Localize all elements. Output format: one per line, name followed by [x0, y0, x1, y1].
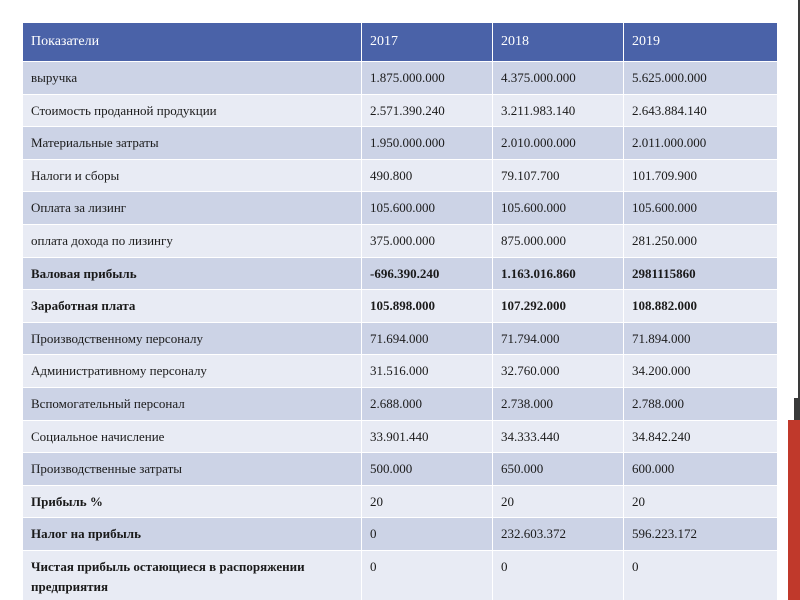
cell-2019: 2.643.884.140	[624, 94, 778, 127]
cell-2017: -696.390.240	[362, 257, 493, 290]
row-label: Заработная плата	[23, 290, 362, 323]
table-row	[23, 420, 778, 453]
cell-2018: 20	[493, 485, 624, 518]
row-label: Производственному персоналу	[23, 322, 362, 355]
row-label: Материальные затраты	[23, 127, 362, 160]
cell-2018: 71.794.000	[493, 322, 624, 355]
cell-2018: 0	[493, 550, 624, 600]
table-row	[23, 453, 778, 486]
cell-2018: 4.375.000.000	[493, 62, 624, 95]
table-row	[23, 94, 778, 127]
cell-2017: 33.901.440	[362, 420, 493, 453]
row-label: Прибыль %	[23, 485, 362, 518]
table-row	[23, 257, 778, 290]
cell-2018: 105.600.000	[493, 192, 624, 225]
header-2018: 2018	[493, 23, 624, 62]
cell-2018: 3.211.983.140	[493, 94, 624, 127]
cell-2018: 2.010.000.000	[493, 127, 624, 160]
financial-table	[22, 22, 778, 600]
header-indicators: Показатели	[23, 23, 362, 62]
side-bar-red-block	[788, 420, 800, 600]
cell-2019: 108.882.000	[624, 290, 778, 323]
cell-2019: 600.000	[624, 453, 778, 486]
cell-2017: 20	[362, 485, 493, 518]
cell-2019: 101.709.900	[624, 159, 778, 192]
cell-2017: 0	[362, 518, 493, 551]
cell-2018: 232.603.372	[493, 518, 624, 551]
table-row	[23, 485, 778, 518]
row-label: Производственные затраты	[23, 453, 362, 486]
cell-2018: 107.292.000	[493, 290, 624, 323]
cell-2019: 34.200.000	[624, 355, 778, 388]
row-label: Административному персоналу	[23, 355, 362, 388]
cell-2018: 34.333.440	[493, 420, 624, 453]
cell-2018: 2.738.000	[493, 387, 624, 420]
cell-2017: 105.600.000	[362, 192, 493, 225]
cell-2018: 1.163.016.860	[493, 257, 624, 290]
cell-2019: 71.894.000	[624, 322, 778, 355]
cell-2019: 5.625.000.000	[624, 62, 778, 95]
table-row	[23, 322, 778, 355]
table-row	[23, 224, 778, 257]
table-row	[23, 159, 778, 192]
table-row	[23, 62, 778, 95]
cell-2019: 34.842.240	[624, 420, 778, 453]
cell-2019: 0	[624, 550, 778, 600]
cell-2018: 32.760.000	[493, 355, 624, 388]
cell-2019: 105.600.000	[624, 192, 778, 225]
cell-2018: 875.000.000	[493, 224, 624, 257]
row-label: Валовая прибыль	[23, 257, 362, 290]
row-label: выручка	[23, 62, 362, 95]
cell-2019: 2981115860	[624, 257, 778, 290]
cell-2017: 2.571.390.240	[362, 94, 493, 127]
cell-2019: 281.250.000	[624, 224, 778, 257]
row-label: Налоги и сборы	[23, 159, 362, 192]
cell-2017: 71.694.000	[362, 322, 493, 355]
cell-2017: 1.875.000.000	[362, 62, 493, 95]
cell-2017: 31.516.000	[362, 355, 493, 388]
cell-2017: 0	[362, 550, 493, 600]
cell-2019: 596.223.172	[624, 518, 778, 551]
cell-2019: 2.011.000.000	[624, 127, 778, 160]
table-row	[23, 387, 778, 420]
cell-2018: 650.000	[493, 453, 624, 486]
table-body	[23, 62, 778, 600]
header-2019: 2019	[624, 23, 778, 62]
decorative-side-bar	[788, 0, 800, 600]
row-label: Социальное начисление	[23, 420, 362, 453]
cell-2019: 20	[624, 485, 778, 518]
row-label: Вспомогательный персонал	[23, 387, 362, 420]
cell-2017: 500.000	[362, 453, 493, 486]
table-row	[23, 550, 778, 600]
cell-2017: 2.688.000	[362, 387, 493, 420]
header-2017: 2017	[362, 23, 493, 62]
row-label: Чистая прибыль остающиеся в распоряжении предприятия	[23, 550, 362, 600]
cell-2018: 79.107.700	[493, 159, 624, 192]
table-row	[23, 127, 778, 160]
cell-2017: 490.800	[362, 159, 493, 192]
row-label: Налог на прибыль	[23, 518, 362, 551]
table-header-row	[23, 23, 778, 62]
cell-2019: 2.788.000	[624, 387, 778, 420]
cell-2017: 105.898.000	[362, 290, 493, 323]
table-row	[23, 192, 778, 225]
row-label: Стоимость проданной продукции	[23, 94, 362, 127]
cell-2017: 375.000.000	[362, 224, 493, 257]
row-label: Оплата за лизинг	[23, 192, 362, 225]
table-row	[23, 290, 778, 323]
cell-2017: 1.950.000.000	[362, 127, 493, 160]
row-label: оплата дохода по лизингу	[23, 224, 362, 257]
table-row	[23, 518, 778, 551]
table-row	[23, 355, 778, 388]
side-bar-dark-block	[794, 398, 800, 420]
